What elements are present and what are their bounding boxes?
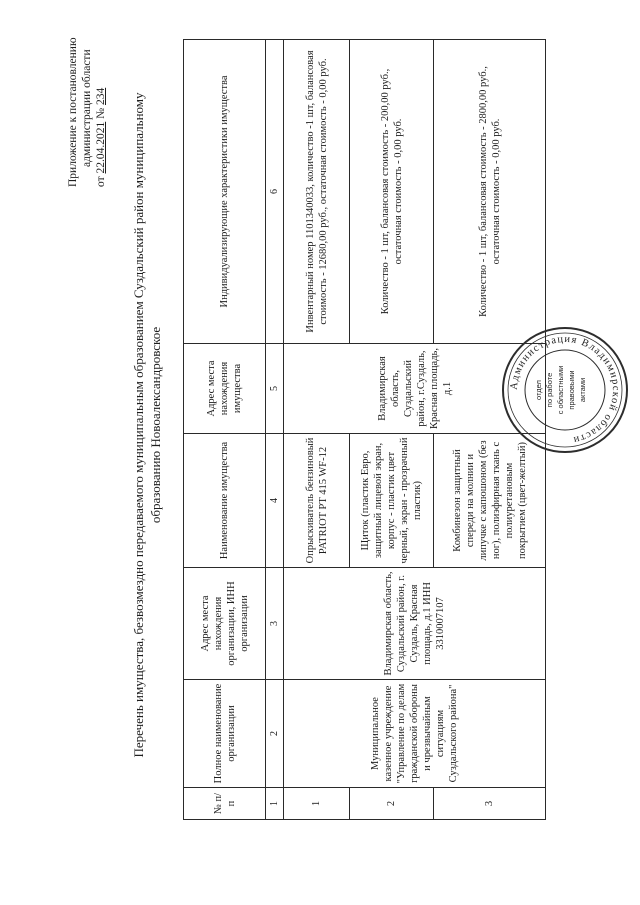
document-header <box>66 9 108 187</box>
column-number: 5 <box>266 344 284 434</box>
table-header-row <box>184 40 266 820</box>
column-number: 1 <box>266 788 284 820</box>
stamp-line: отдел <box>534 380 543 400</box>
header-line-2: администрации области <box>81 49 93 167</box>
stamp-ring-text: Администрация Владимирской области <box>508 333 622 446</box>
header-cell: Полное наименование организации <box>184 680 266 788</box>
stamp-line: актами <box>578 377 587 403</box>
row-number: 3 <box>434 788 546 820</box>
header-cell: Индивидуализирующие характеристики имущества <box>184 40 266 344</box>
stamp-line: с областными <box>556 365 565 415</box>
property-address: Владимирская область, Суздальский район, г.Суздаль, Красная площадь, д.1 <box>284 344 546 434</box>
property-name: Щиток (пластик Евро, защитный лицевой экран, корпус - пластик цвет черный, экран - прозрачный пластик) <box>350 434 434 568</box>
organization-name: Муниципальное казенное учреждение "Управление по делам гражданской обороны и чрезвычайным ситуациям Суздальского района" <box>284 680 546 788</box>
header-cell: Адрес места нахождения имущества <box>184 344 266 434</box>
row-number: 2 <box>350 788 434 820</box>
stamp-line: правовыми <box>567 370 576 410</box>
column-number: 3 <box>266 568 284 680</box>
document-title <box>130 0 164 865</box>
header-line-1: Приложение к постановлению <box>67 37 79 187</box>
property-name: Опрыскиватель бензиновый PATRIOT PT 415 WF-12 <box>284 434 350 568</box>
column-number: 2 <box>266 680 284 788</box>
official-stamp <box>500 325 630 455</box>
row-number: 1 <box>284 788 350 820</box>
organization-address: Владимирская область, Суздальский район, г. Суздаль, Красная площадь, д.1 ИНН 3310007107 <box>284 568 546 680</box>
header-cell: Наименование имущества <box>184 434 266 568</box>
title-line-1: Перечень имущества, безвозмездно передаваемого муниципальным образованием Суздальский район муниципальному <box>131 92 146 758</box>
header-cell: Адрес места нахождения организации, ИНН организации <box>184 568 266 680</box>
column-number: 6 <box>266 40 284 344</box>
column-number: 4 <box>266 434 284 568</box>
header-date-line: от 22.04.2021 № 234 <box>95 87 107 187</box>
decree-date: 22.04.2021 <box>95 121 107 174</box>
decree-number: 234 <box>95 87 107 106</box>
property-name: Комбинезон защитный спереди на молнии и липучке с капюшоном (без ног), полиэфирная ткань с полиуретановым покрытием (цвет-желтый) <box>434 434 546 568</box>
property-characteristics: Инвентарный номер 1101340033, количество -1 шт, балансовая стоимость - 12680,00 руб., остаточная стоимость - 0,00 руб. <box>284 40 350 344</box>
property-characteristics: Количество - 1 шт, балансовая стоимость - 2800,00 руб., остаточная стоимость - 0,00 руб. <box>434 40 546 344</box>
header-cell: № п/п <box>184 788 266 820</box>
property-characteristics: Количество - 1 шт, балансовая стоимость - 200,00 руб., остаточная стоимость - 0,00 руб. <box>350 40 434 344</box>
title-line-2: образованию Новоалександровское <box>148 326 163 524</box>
stamp-line: по работе <box>545 372 554 408</box>
property-table <box>183 39 546 820</box>
column-number-row <box>266 40 284 820</box>
table-row <box>284 40 350 820</box>
